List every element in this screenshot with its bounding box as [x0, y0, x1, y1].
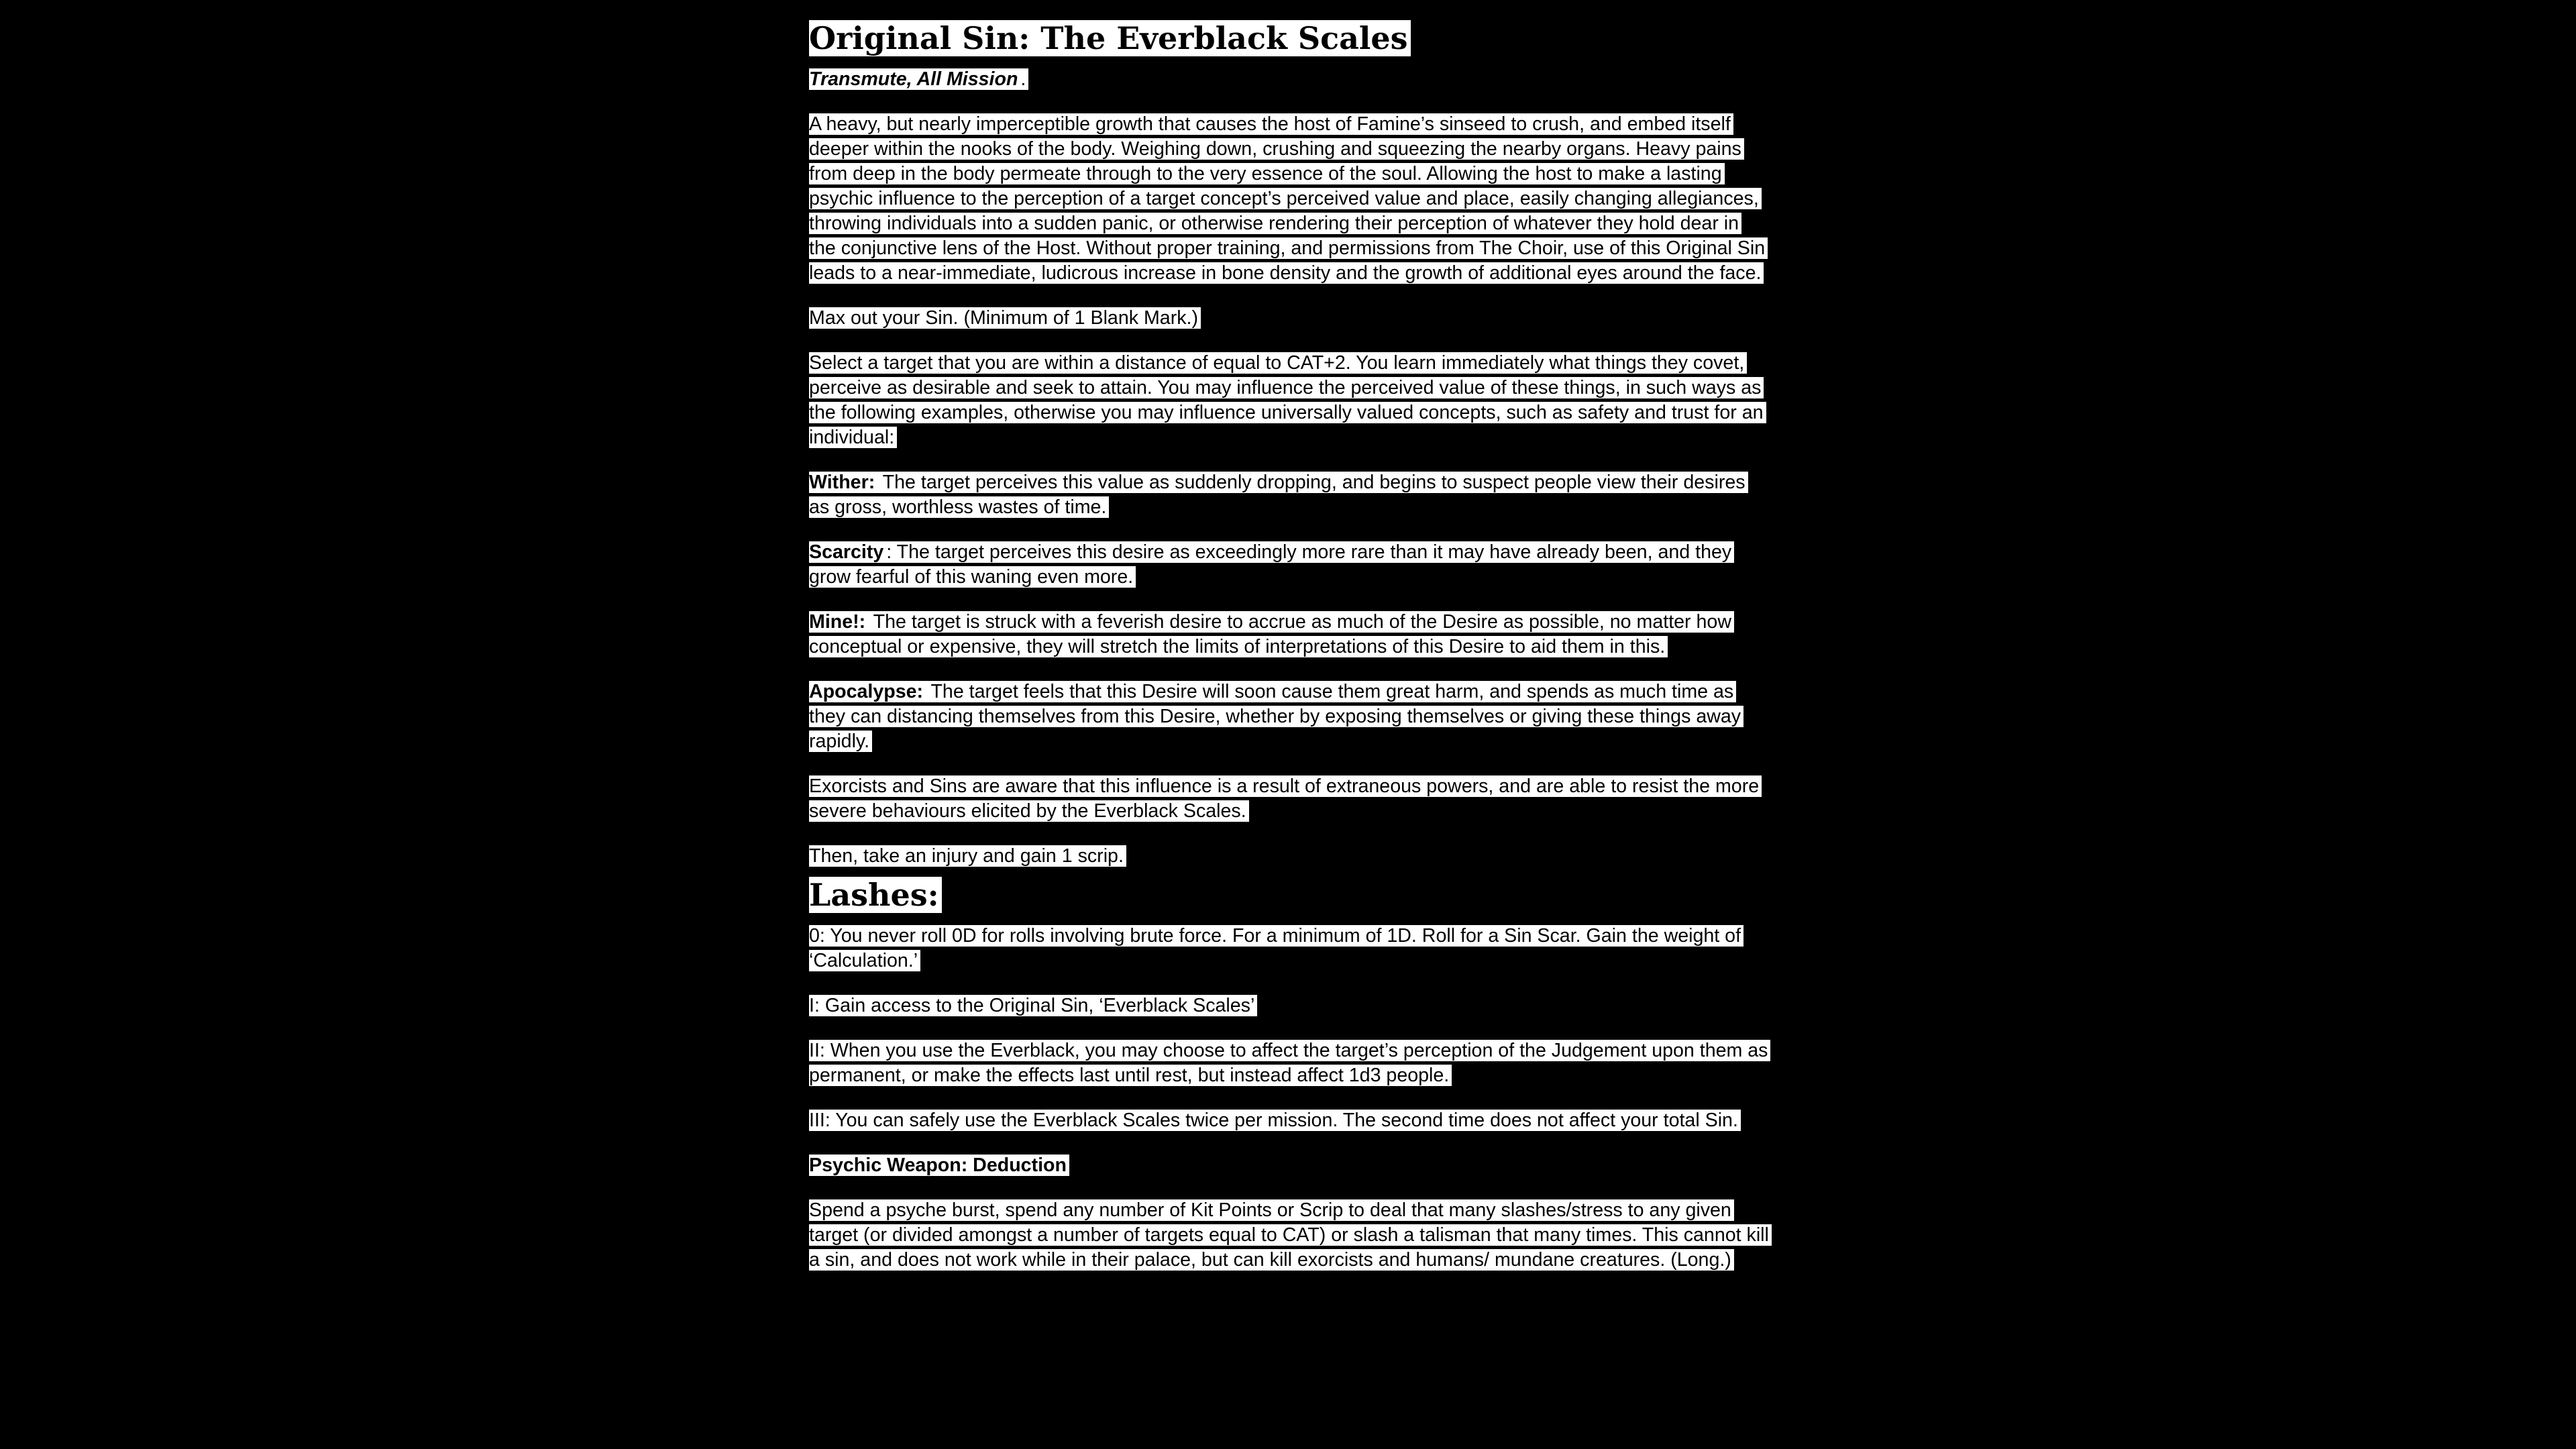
lash-item-3 [809, 1108, 1770, 1133]
page-title-text: Original Sin: The Everblack Scales [809, 20, 1411, 56]
option-mine [809, 610, 1770, 659]
option-text: The target perceives this value as suddenly dropping, and begins to suspect people view their desires as gross, worthless wastes of time. [809, 472, 1748, 518]
lash-item-text: III: You can safely use the Everblack Scales twice per mission. The second time does not affect your total Sin. [809, 1110, 1741, 1131]
lash-item-text: I: Gain access to the Original Sin, ‘Everblack Scales’ [809, 995, 1257, 1016]
select-target-text: Select a target that you are within a distance of equal to CAT+2. You learn immediately what things they covet, perceive as desirable and seek to attain. You may influence the perceived value of these things, in such ways as the following examples, otherwise you may influence universally valued concepts, such as safety and trust for an individual: [809, 352, 1766, 448]
option-label: Mine!: [809, 611, 868, 633]
max-out-instruction [809, 306, 1770, 331]
option-text: The target feels that this Desire will soon cause them great harm, and spends as much time as they can distancing themselves from this Desire, whether by exposing themselves or giving these things away rapidly. [809, 681, 1743, 752]
lash-item-0 [809, 924, 1770, 973]
lashes-heading-text: Lashes: [809, 877, 942, 913]
cost-instruction-text: Then, take an injury and gain 1 scrip. [809, 845, 1126, 867]
select-target-instruction [809, 351, 1770, 450]
option-label: Wither: [809, 472, 877, 493]
psychic-weapon-heading [809, 1153, 1770, 1178]
sin-subtitle [809, 67, 1770, 92]
sin-description-text: A heavy, but nearly imperceptible growth that causes the host of Famine’s sinseed to crush, and embed itself deeper within the nooks of the body. Weighing down, crushing and squeezing the nearby organs. Heavy pains from deep in the body permeate through to the very essence of the soul. Allowing the host to make a lasting psychic influence to the perception of a target concept’s perceived value and place, easily changing allegiances, throwing individuals into a sudden panic, or otherwise rendering their perception of whatever they hold dear in the conjunctive lens of the Host. Without proper training, and permissions from The Choir, use of this Original Sin leads to a near-immediate, ludicrous increase in bone density and the growth of additional eyes around the face. [809, 113, 1768, 284]
sin-description [809, 112, 1770, 286]
option-label: Apocalypse: [809, 681, 926, 702]
document-column [809, 19, 1770, 1273]
psychic-weapon-description [809, 1198, 1770, 1273]
option-wither [809, 470, 1770, 520]
option-apocalypse [809, 680, 1770, 754]
page-title [809, 19, 1770, 58]
option-scarcity [809, 540, 1770, 590]
lash-item-text: II: When you use the Everblack, you may choose to affect the target’s perception of the Judgement upon them as permanent, or make the effects last until rest, but instead affect 1d3 people. [809, 1040, 1770, 1086]
lash-item-text: 0: You never roll 0D for rolls involving brute force. For a minimum of 1D. Roll for a Sin Scar. Gain the weight of ‘Calculation.’ [809, 925, 1743, 971]
option-text: The target is struck with a feverish desire to accrue as much of the Desire as possible, no matter how conceptual or expensive, they will stretch the limits of interpretations of this Desire to aid them in this. [809, 611, 1734, 657]
sin-subtitle-trail: . [1020, 68, 1028, 90]
sin-subtitle-text: Transmute, All Mission [809, 68, 1020, 90]
psychic-weapon-heading-text: Psychic Weapon: Deduction [809, 1155, 1069, 1176]
psychic-weapon-description-text: Spend a psyche burst, spend any number of Kit Points or Scrip to deal that many slashes/stress to any given target (or divided amongst a number of targets equal to CAT) or slash a talisman that many times. This cannot kill a sin, and does not work while in their palace, but can kill exorcists and humans/ mundane creatures. (Long.) [809, 1199, 1772, 1271]
option-label: Scarcity [809, 541, 886, 563]
lashes-heading [809, 875, 1770, 914]
exorcists-note-text: Exorcists and Sins are aware that this influence is a result of extraneous powers, and are able to resist the more severe behaviours elicited by the Everblack Scales. [809, 775, 1762, 822]
option-text: : The target perceives this desire as exceedingly more rare than it may have already been, and they grow fearful of this waning even more. [809, 541, 1734, 588]
exorcists-note [809, 774, 1770, 824]
lash-item-1 [809, 994, 1770, 1018]
lash-item-2 [809, 1038, 1770, 1088]
max-out-text: Max out your Sin. (Minimum of 1 Blank Mark.) [809, 307, 1201, 329]
cost-instruction [809, 844, 1770, 869]
